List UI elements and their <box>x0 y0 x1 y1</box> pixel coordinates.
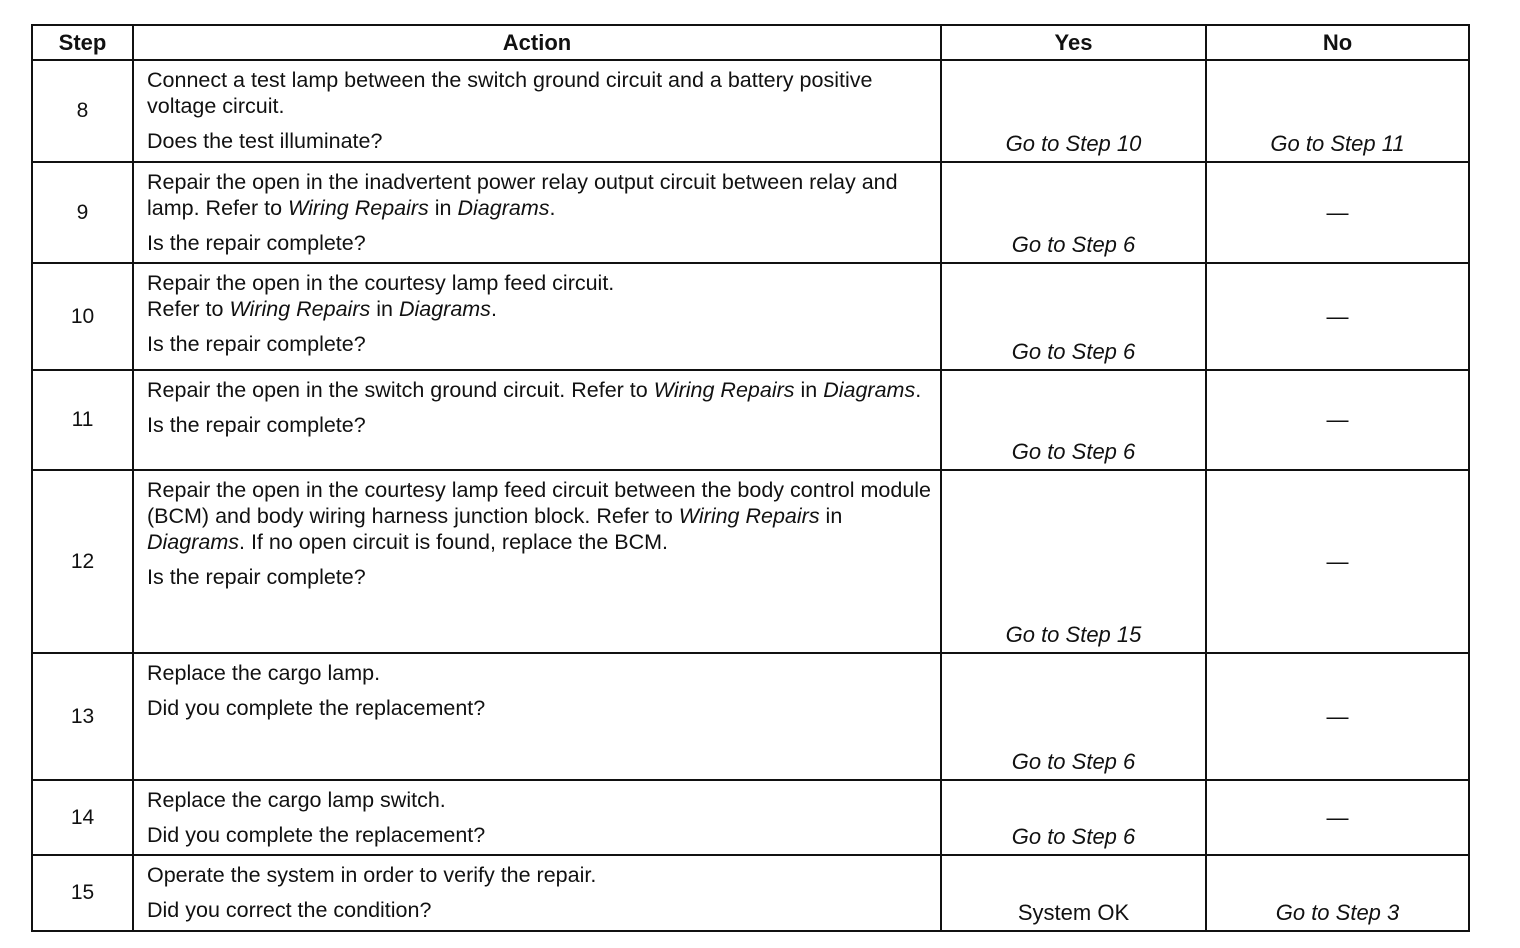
action-question: Did you correct the condition? <box>147 898 432 922</box>
header-row <box>32 25 1469 60</box>
yes-result: Go to Step 6 <box>941 370 1206 470</box>
yes-result: Go to Step 10 <box>941 60 1206 162</box>
step-number: 12 <box>32 470 133 653</box>
reference-text: Diagrams <box>823 378 916 402</box>
yes-result: System OK <box>941 855 1206 931</box>
step-number: 14 <box>32 780 133 855</box>
table-row <box>32 470 1469 653</box>
instruction-text: . <box>490 297 497 321</box>
instruction-text: Replace the cargo lamp switch. <box>147 788 446 812</box>
table-row <box>32 370 1469 470</box>
action-cell <box>133 60 941 162</box>
step-number: 9 <box>32 162 133 263</box>
action-instruction <box>147 862 940 888</box>
no-result: — <box>1206 780 1469 855</box>
yes-result: Go to Step 6 <box>941 263 1206 370</box>
instruction-text: Repair the open in the inadvertent power relay output circuit between relay and lamp. Refer to <box>147 170 898 220</box>
no-result: — <box>1206 370 1469 470</box>
yes-result: Go to Step 15 <box>941 470 1206 653</box>
table-row <box>32 60 1469 162</box>
action-question: Is the repair complete? <box>147 332 366 356</box>
instruction-text: Replace the cargo lamp. <box>147 661 381 685</box>
action-cell <box>133 653 941 780</box>
action-instruction <box>147 377 940 403</box>
table-row <box>32 263 1469 370</box>
action-question: Is the repair complete? <box>147 565 366 589</box>
step-number: 10 <box>32 263 133 370</box>
yes-result: Go to Step 6 <box>941 653 1206 780</box>
reference-text: Diagrams <box>457 196 550 220</box>
yes-result: Go to Step 6 <box>941 162 1206 263</box>
yes-result: Go to Step 6 <box>941 780 1206 855</box>
instruction-text: in <box>370 297 399 321</box>
action-question: Did you complete the replacement? <box>147 823 486 847</box>
action-instruction <box>147 477 940 555</box>
reference-text: Diagrams <box>398 297 491 321</box>
instruction-text: Repair the open in the courtesy lamp feed circuit. <box>147 271 615 295</box>
action-question: Did you complete the replacement? <box>147 696 486 720</box>
instruction-text: Connect a test lamp between the switch ground circuit and a battery positive voltage circuit. <box>147 68 873 118</box>
no-result: — <box>1206 263 1469 370</box>
action-instruction <box>147 270 940 322</box>
instruction-text: . <box>549 196 556 220</box>
instruction-text: Refer to <box>147 297 230 321</box>
no-result: — <box>1206 162 1469 263</box>
action-cell <box>133 370 941 470</box>
instruction-text: . <box>915 378 922 402</box>
table-row <box>32 855 1469 931</box>
action-cell <box>133 470 941 653</box>
diagnostic-table <box>31 24 1470 932</box>
action-cell <box>133 162 941 263</box>
instruction-text: Repair the open in the courtesy lamp feed circuit between the body control module (BCM) and body wiring harness junction block. Refer to <box>147 478 932 528</box>
reference-text: Diagrams <box>147 530 239 554</box>
action-cell <box>133 263 941 370</box>
header-yes: Yes <box>941 25 1206 60</box>
instruction-text: in <box>794 378 824 402</box>
instruction-text: in <box>428 196 458 220</box>
step-number: 8 <box>32 60 133 162</box>
header-no: No <box>1206 25 1469 60</box>
step-number: 15 <box>32 855 133 931</box>
no-result: — <box>1206 653 1469 780</box>
header-action: Action <box>133 25 941 60</box>
table-body <box>32 60 1469 931</box>
step-number: 11 <box>32 370 133 470</box>
reference-text: Wiring Repairs <box>229 297 371 321</box>
action-question: Is the repair complete? <box>147 413 366 437</box>
header-step: Step <box>32 25 133 60</box>
table-row <box>32 780 1469 855</box>
action-question: Does the test illuminate? <box>147 129 383 153</box>
action-instruction <box>147 660 940 686</box>
no-result: Go to Step 3 <box>1206 855 1469 931</box>
reference-text: Wiring Repairs <box>653 378 795 402</box>
reference-text: Wiring Repairs <box>678 504 820 528</box>
action-cell <box>133 855 941 931</box>
action-instruction <box>147 67 940 119</box>
reference-text: Wiring Repairs <box>288 196 429 220</box>
action-instruction <box>147 787 940 813</box>
no-result: — <box>1206 470 1469 653</box>
step-number: 13 <box>32 653 133 780</box>
table-row <box>32 653 1469 780</box>
instruction-text: . If no open circuit is found, replace the BCM. <box>239 530 669 554</box>
action-cell <box>133 780 941 855</box>
instruction-text: Repair the open in the switch ground circuit. Refer to <box>147 378 654 402</box>
action-instruction <box>147 169 940 221</box>
instruction-text: in <box>819 504 843 528</box>
instruction-text: Operate the system in order to verify the repair. <box>147 863 597 887</box>
no-result: Go to Step 11 <box>1206 60 1469 162</box>
table-row <box>32 162 1469 263</box>
action-question: Is the repair complete? <box>147 231 366 255</box>
